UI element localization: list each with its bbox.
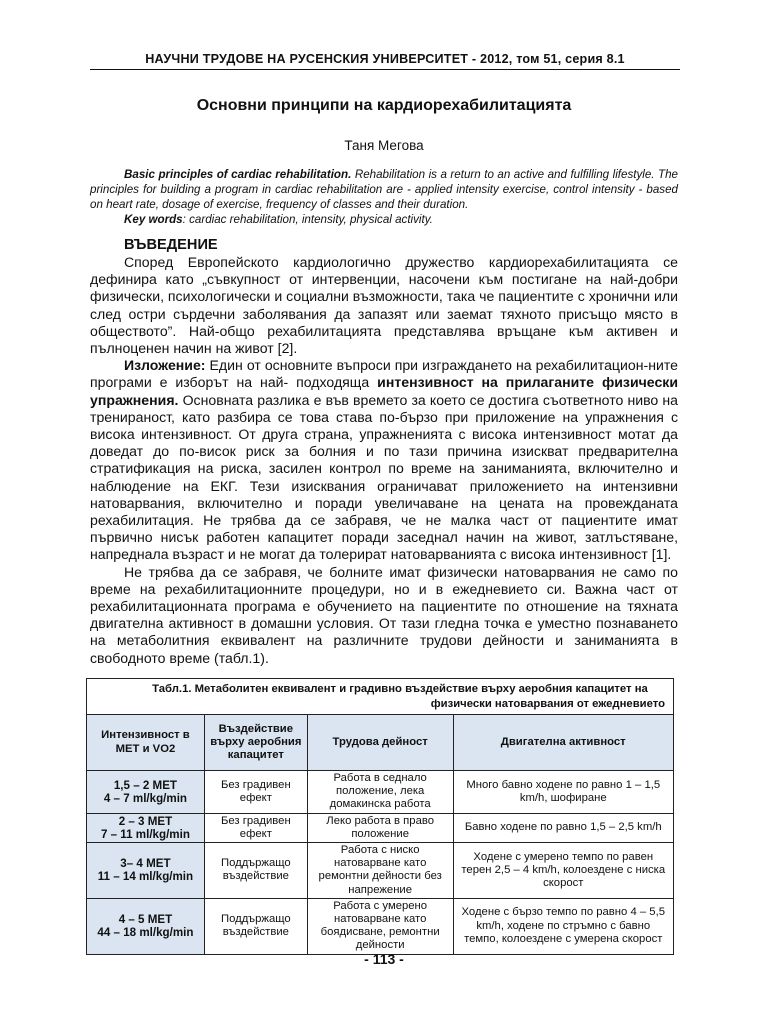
column-header: Трудова дейност xyxy=(307,715,453,771)
table-row xyxy=(87,898,674,954)
table-caption xyxy=(87,679,674,715)
met-value: 2 – 3 МЕТ xyxy=(118,814,173,828)
body-text xyxy=(90,236,678,667)
met-table xyxy=(86,678,674,955)
intensity-cell xyxy=(87,898,205,954)
column-header: Интензивност в МЕТ и VO2 xyxy=(87,715,205,771)
intro-paragraph-2 xyxy=(90,357,678,563)
abstract-text: Rehabilitation is a return to an active and fulfilling lifestyle. The principles for building a program in cardiac rehabilitation are - applied intensity exercise, control intensity - based on heart rate, dosage of exercise, frequency of classes and their duration. xyxy=(90,168,678,211)
vo2-value: 44 – 18 ml/kg/min xyxy=(97,926,194,940)
intensity-cell xyxy=(87,771,205,814)
table-row xyxy=(87,813,674,842)
paragraph-2-text-a: Един от основните въпроси при изграждането на рехабилитацион-ните програми е изборът на най- подходяща xyxy=(90,357,678,391)
effect-cell: Без градивен ефект xyxy=(204,813,307,842)
intro-paragraph-3: Не трябва да се забравя, че болните имат физически натоварвания не само по време на рехабилитационните процедури, но и в ежедневието си. Важна част от рехабилитационната програма е обучението на пациентите по отношение на тяхната двигателна активност в домашни условия. От тази гледна точка е уместно познаването на метаболитния еквивалент на различните трудови дейности и заниманията в свободното време (табл.1). xyxy=(90,563,678,666)
effect-cell: Поддържащо въздействие xyxy=(204,898,307,954)
intensity-cell xyxy=(87,813,205,842)
exposition-label: Изложение: xyxy=(124,357,206,374)
effect-cell: Без градивен ефект xyxy=(204,771,307,814)
journal-header-text: НАУЧНИ ТРУДОВЕ НА РУСЕНСКИЯ УНИВЕРСИТЕТ - 2012, том 51, серия 8.1 xyxy=(145,52,625,66)
keywords-text: : cardiac rehabilitation, intensity, physical activity. xyxy=(182,213,433,226)
vo2-value: 7 – 11 ml/kg/min xyxy=(100,827,190,841)
abstract xyxy=(90,167,678,227)
paper-title: Основни принципи на кардиорехабилитацията xyxy=(196,97,572,114)
abstract-paragraph xyxy=(90,167,678,212)
activity-cell: Ходене с бързо темпо по равно 4 – 5,5 km/h, ходене по стръмно с бавно темпо, колоездене с умерена скорост xyxy=(453,898,673,954)
table-caption-row xyxy=(87,679,674,715)
table-caption-line-2: физически натоварвания от ежедневието xyxy=(430,697,665,710)
section-heading: ВЪВЕДЕНИЕ xyxy=(124,237,218,253)
author-name: Таня Мегова xyxy=(344,138,424,153)
activity-cell: Бавно ходене по равно 1,5 – 2,5 km/h xyxy=(453,813,673,842)
vo2-value: 4 – 7 ml/kg/min xyxy=(103,791,187,805)
column-header: Двигателна активност xyxy=(453,715,673,771)
paragraph-2-text-b: Основната разлика е във времето за което се достига съответното ниво на тренираност, като разбира се това става по-бързо при приложение на упражнения с висока интензивност. От друга страна, упражненията с висока интензивност мотат да доведат до по-висок риск за болния и по тази причина изискват предварителна стратификация на риска, засилен контрол по време на заниманията, включително и наблюдение на ЕКГ. Тези изисквания ограничават приложението на интензивни натоварвания, включително и поради увеличаване на цената на провежданата рехабилитация. Не трябва да се забравя, че не малка част от пациентите имат първично нисък работен капацитет поради заседнал начин на живот, затлъстяване, напреднала възраст и не могат да толерират натоварванията с висока интензивност [1]. xyxy=(90,391,678,563)
work-cell: Леко работа в право положение xyxy=(307,813,453,842)
met-value: 4 – 5 МЕТ xyxy=(118,913,173,927)
met-value: 3– 4 МЕТ xyxy=(120,857,171,871)
work-cell: Работа в седнало положение, лека домакинска работа xyxy=(307,771,453,814)
keywords-label: Key words xyxy=(124,213,183,226)
met-value: 1,5 – 2 МЕТ xyxy=(113,778,178,792)
table-row xyxy=(87,771,674,814)
work-cell: Работа с умерено натоварване като боядисване, ремонтни дейности xyxy=(307,898,453,954)
intro-paragraph-1: Според Европейското кардиологично дружество кардиорехабилитацията се дефинира като „съвкупност от интервенции, насочени към постигане на най-добри физически, психологически и социални възможности, така че пациентите с хронични или след остри сърдечни заболявания да запазят или заемат тяхното присъщо място в обществото”. Най-общо рехабилитацията представлява връщане към активен и пълноценен начин на живот [2]. xyxy=(90,254,678,357)
activity-cell: Много бавно ходене по равно 1 – 1,5 km/h, шофиране xyxy=(453,771,673,814)
journal-header xyxy=(90,52,680,70)
page-number: - 113 - xyxy=(364,951,404,967)
intensity-cell xyxy=(87,843,205,899)
table-row xyxy=(87,843,674,899)
paragraph-2-bold: интензивност на прилаганите физически упражнения. xyxy=(90,374,678,408)
effect-cell: Поддържащо въздействие xyxy=(204,843,307,899)
work-cell: Работа с ниско натоварване като ремонтни дейности без напрежение xyxy=(307,843,453,899)
activity-cell: Ходене с умерено темпо по равен терен 2,5 – 4 km/h, колоездене с ниска скорост xyxy=(453,843,673,899)
abstract-lead: Basic principles of cardiac rehabilitation. xyxy=(124,168,352,181)
vo2-value: 11 – 14 ml/kg/min xyxy=(97,870,194,884)
table-caption-line-1: Табл.1. Метаболитен еквивалент и градивно въздействие върху аеробния капацитет на xyxy=(152,683,648,695)
table-header-row xyxy=(87,715,674,771)
column-header: Въздействие върху аеробния капацитет xyxy=(204,715,307,771)
keywords-line xyxy=(90,212,678,227)
